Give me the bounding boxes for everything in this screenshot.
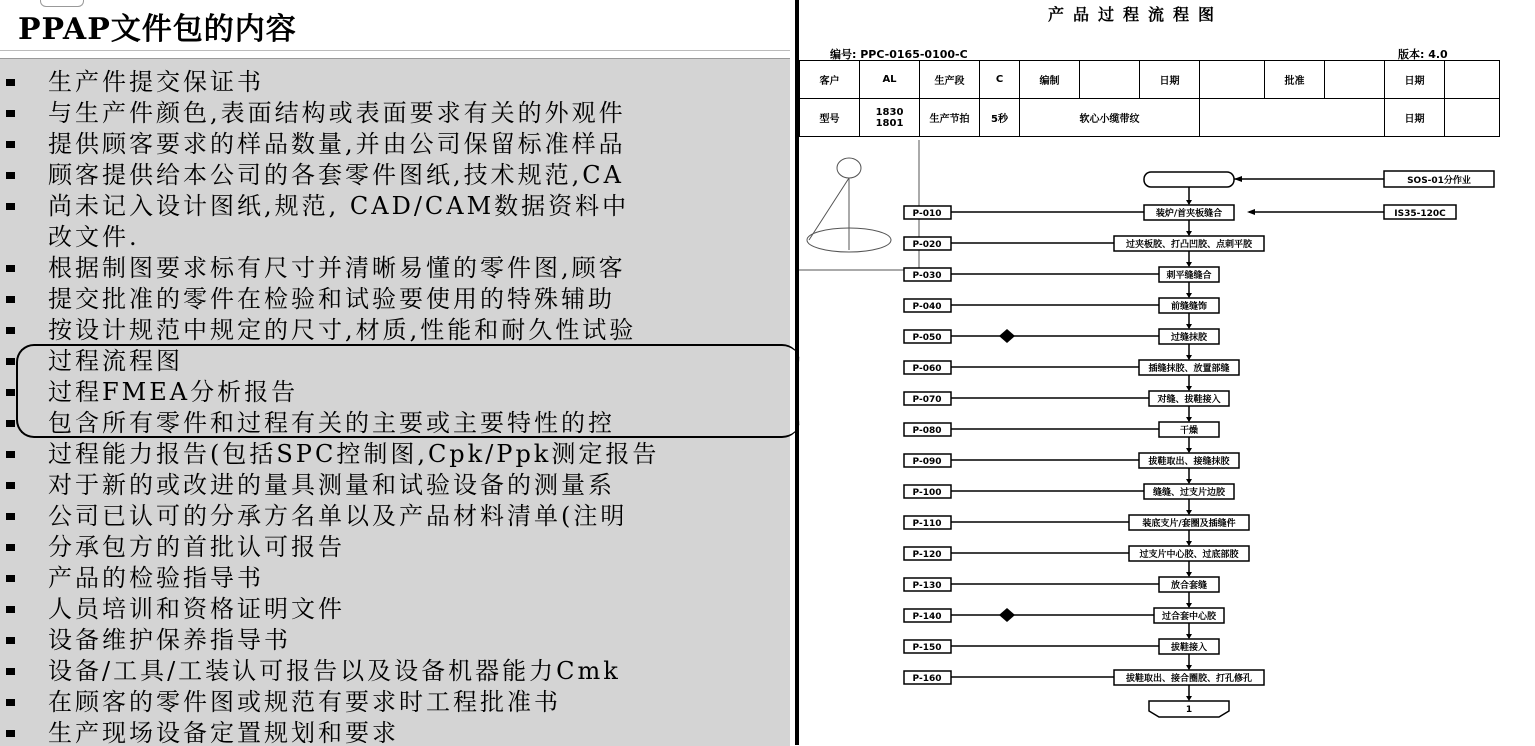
process-label: 过支片中心胶、过底部胶 <box>1139 550 1239 560</box>
step-code: P-120 <box>912 550 942 560</box>
bullet-icon <box>6 110 15 117</box>
step-code: P-110 <box>912 519 942 529</box>
step-code: P-160 <box>912 674 942 684</box>
hdr-cell: 生产段 <box>920 61 980 99</box>
hdr-cell: 日期 <box>1385 99 1445 137</box>
list-item-text: 提交批准的零件在检验和试验要使用的特殊辅助 <box>48 285 615 313</box>
list-item-text: 顾客提供给本公司的各套零件图纸,技术规范,CA <box>48 161 624 189</box>
step-code: P-150 <box>912 643 942 653</box>
hdr-cell <box>1080 61 1140 99</box>
header-row-1 <box>800 61 1500 99</box>
bullet-icon <box>6 389 15 396</box>
process-label: 拔鞋取出、接缝抹胶 <box>1148 457 1230 467</box>
sketch-circle-top <box>837 158 861 178</box>
step-code: P-010 <box>912 209 942 219</box>
step-code: P-050 <box>912 333 942 343</box>
process-label: 插缝抹胶、放置部缝 <box>1148 364 1230 374</box>
bullet-icon <box>6 451 15 458</box>
list-item-text: 设备/工具/工装认可报告以及设备机器能力Cmk <box>48 657 621 685</box>
hdr-cell: 日期 <box>1385 61 1445 99</box>
list-item-text: 改文件. <box>48 223 140 251</box>
header-row-2 <box>800 99 1500 137</box>
hdr-cell: 软心小缆带纹 <box>1020 99 1200 137</box>
list-item-text: 过程流程图 <box>48 347 183 375</box>
step-code: P-070 <box>912 395 942 405</box>
process-label: 刺平缝缝合 <box>1166 271 1212 281</box>
hdr-cell: 生产节拍 <box>920 99 980 137</box>
slide-title: PPAP文件包的内容 <box>18 12 297 47</box>
bullet-icon <box>6 141 15 148</box>
step-code: P-100 <box>912 488 942 498</box>
list-item <box>0 284 790 315</box>
arrow-head <box>1247 209 1255 215</box>
hdr-cell <box>1200 61 1265 99</box>
list-item <box>0 98 790 129</box>
list-item <box>0 563 790 594</box>
process-label: 前缝缝饰 <box>1170 302 1208 312</box>
inspection-diamond <box>999 329 1015 343</box>
hdr-cell: 批准 <box>1265 61 1325 99</box>
step-code: P-030 <box>912 271 942 281</box>
flowchart-title: 产品过程流程图 <box>1048 5 1224 24</box>
step-code: P-020 <box>912 240 942 250</box>
process-label: 过合套中心胶 <box>1161 612 1217 622</box>
bullet-icon <box>6 482 15 489</box>
step-code: P-040 <box>912 302 942 312</box>
list-item <box>0 470 790 501</box>
list-item-text: 按设计规范中规定的尺寸,材质,性能和耐久性试验 <box>48 316 637 344</box>
list-item <box>0 501 790 532</box>
hdr-cell: 型号 <box>800 99 860 137</box>
offpage-label: 1 <box>1185 705 1193 715</box>
hdr-cell: 客户 <box>800 61 860 99</box>
list-item-text: 根据制图要求标有尺寸并清晰易懂的零件图,顾客 <box>48 254 626 282</box>
step-code: P-090 <box>912 457 942 467</box>
list-item-text: 过程FMEA分析报告 <box>48 378 299 406</box>
list-item <box>0 594 790 625</box>
bullet-icon <box>6 730 15 737</box>
process-label: 过夹板胶、打凸凹胶、点刺平胶 <box>1125 240 1253 250</box>
list-item-text: 产品的检验指导书 <box>48 564 264 592</box>
list-item <box>0 129 790 160</box>
hdr-cell: 日期 <box>1140 61 1200 99</box>
process-label: 拔鞋接入 <box>1170 643 1208 653</box>
ref-box-label: IS35-120C <box>1394 209 1446 219</box>
ref-box-label: SOS-01分作业 <box>1407 176 1471 186</box>
hdr-cell <box>1445 61 1500 99</box>
bullet-icon <box>6 699 15 706</box>
bullet-icon <box>6 420 15 427</box>
list-item <box>0 253 790 284</box>
bullet-icon <box>6 513 15 520</box>
hdr-cell: C <box>980 61 1020 99</box>
process-label: 拔鞋取出、接合圈胶、打孔修孔 <box>1125 674 1253 684</box>
bullet-icon <box>6 637 15 644</box>
hdr-cell <box>1200 99 1385 137</box>
list-item-text: 提供顾客要求的样品数量,并由公司保留标准样品 <box>48 130 626 158</box>
bullet-icon <box>6 79 15 86</box>
process-label: 干燥 <box>1179 426 1199 436</box>
bullet-icon <box>6 327 15 334</box>
bullet-icon <box>6 668 15 675</box>
list-item-text: 尚未记入设计图纸,规范, CAD/CAM数据资料中 <box>48 192 630 220</box>
list-item <box>0 656 790 687</box>
doc-version: 版本: 4.0 <box>1398 48 1448 61</box>
step-code: P-140 <box>912 612 942 622</box>
inspection-diamond <box>999 608 1015 622</box>
hdr-cell <box>1445 99 1500 137</box>
list-item <box>0 315 790 346</box>
list-item-text: 公司已认可的分承方名单以及产品材料清单(注明 <box>48 502 628 530</box>
list-item-text: 与生产件颜色,表面结构或表面要求有关的外观件 <box>48 99 626 127</box>
list-item-text: 设备维护保养指导书 <box>48 626 291 654</box>
list-item-text: 包含所有零件和过程有关的主要或主要特性的控 <box>48 409 615 437</box>
bullet-icon <box>6 203 15 210</box>
list-item-text: 在顾客的零件图或规范有要求时工程批准书 <box>48 688 561 716</box>
bullet-icon <box>6 544 15 551</box>
hdr-cell: 5秒 <box>980 99 1020 137</box>
hdr-cell <box>1325 61 1385 99</box>
list-item-text: 过程能力报告(包括SPC控制图,Cpk/Ppk测定报告 <box>48 440 660 468</box>
slide-title-bar <box>0 0 790 51</box>
process-flowchart <box>799 140 1535 745</box>
list-item <box>0 439 790 470</box>
list-item <box>0 160 790 191</box>
process-label: 过缝抹胶 <box>1170 333 1208 343</box>
list-item <box>0 532 790 563</box>
process-label: 放合套缝 <box>1170 581 1208 591</box>
list-item <box>0 191 790 222</box>
list-item <box>0 718 790 746</box>
bullet-icon <box>6 606 15 613</box>
step-code: P-080 <box>912 426 942 436</box>
process-label: 装底支片/套圈及插缝件 <box>1142 519 1236 529</box>
step-code: P-130 <box>912 581 942 591</box>
list-item-text: 生产件提交保证书 <box>48 68 264 96</box>
hdr-cell: 1830 1801 <box>860 99 920 137</box>
bullet-icon <box>6 296 15 303</box>
list-item-text: 人员培训和资格证明文件 <box>48 595 345 623</box>
list-item-text: 生产现场设备定置规划和要求 <box>48 719 399 746</box>
hdr-cell: AL <box>860 61 920 99</box>
list-item <box>0 625 790 656</box>
bullet-icon <box>6 575 15 582</box>
process-label: 缝缝、过支片边胶 <box>1152 488 1226 498</box>
hdr-cell: 编制 <box>1020 61 1080 99</box>
step-code: P-060 <box>912 364 942 374</box>
doc-number: 编号: PPC-0165-0100-C <box>830 48 968 61</box>
list-item-text: 对于新的或改进的量具测量和试验设备的测量系 <box>48 471 615 499</box>
start-terminator <box>1144 172 1234 187</box>
sketch-line <box>809 178 849 240</box>
list-item-text: 分承包方的首批认可报告 <box>48 533 345 561</box>
arrow-head <box>1234 176 1242 182</box>
flowchart-header-table <box>799 60 1500 137</box>
process-label: 装炉/首夹板缝合 <box>1155 209 1223 219</box>
bullet-icon <box>6 265 15 272</box>
list-item <box>0 687 790 718</box>
bullet-icon <box>6 358 15 365</box>
list-item <box>0 67 790 98</box>
bullet-icon <box>6 172 15 179</box>
list-item <box>0 222 790 253</box>
highlight-bracket <box>16 344 800 438</box>
process-label: 对缝、拔鞋接入 <box>1157 395 1221 405</box>
